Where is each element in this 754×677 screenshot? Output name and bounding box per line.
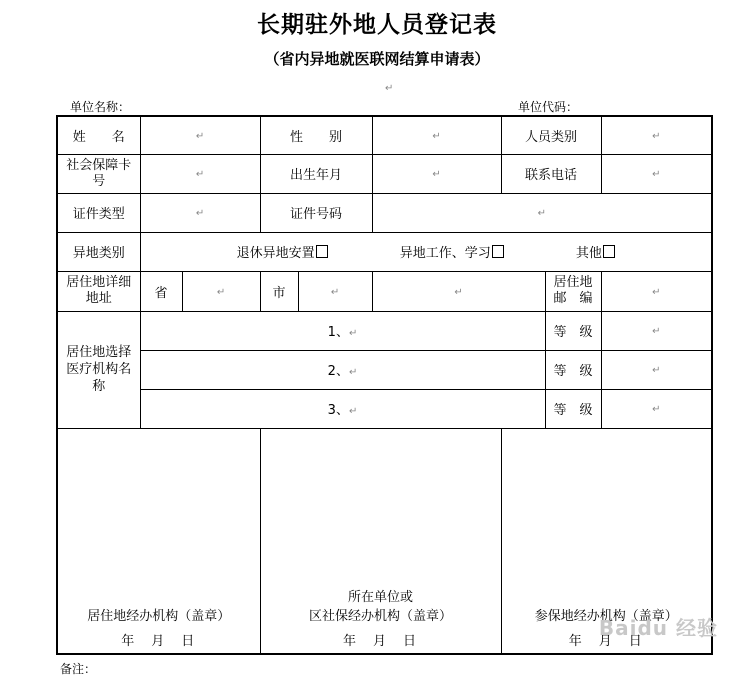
field-province[interactable]: ↵ xyxy=(182,271,260,311)
field-person-type[interactable]: ↵ xyxy=(601,116,712,154)
field-hospital-3[interactable]: 3、↵ xyxy=(140,389,545,428)
label-gender: 性 别 xyxy=(260,116,372,154)
field-birth[interactable]: ↵ xyxy=(372,154,501,193)
field-postcode[interactable]: ↵ xyxy=(601,271,712,311)
label-ss-card: 社会保障卡 号 xyxy=(57,154,140,193)
field-id-type[interactable]: ↵ xyxy=(140,193,260,232)
sign3-date: 年 月 日 xyxy=(568,634,644,649)
baidu-watermark: Baidu 经验 xyxy=(598,616,718,640)
registration-form-table xyxy=(56,115,713,655)
field-grade-2[interactable]: ↵ xyxy=(601,350,712,389)
checkbox-other[interactable] xyxy=(603,245,615,258)
checkbox-work[interactable] xyxy=(492,245,504,258)
label-hospitals: 居住地选择医疗机构名称 xyxy=(57,311,140,428)
field-city[interactable]: ↵ xyxy=(298,271,372,311)
sign1-date: 年 月 日 xyxy=(121,634,197,649)
label-name: 姓 名 xyxy=(57,116,140,154)
label-person-type: 人员类别 xyxy=(501,116,601,154)
label-remote-type: 异地类别 xyxy=(57,232,140,271)
sign1-label: 居住地经办机构（盖章） xyxy=(87,609,231,624)
form-subtitle: （省内异地就医联网结算申请表） xyxy=(264,50,490,68)
option-other[interactable]: 其他 xyxy=(576,246,615,261)
field-ss-card[interactable]: ↵ xyxy=(140,154,260,193)
label-grade-1: 等 级 xyxy=(545,311,601,350)
label-city: 市 xyxy=(260,271,298,311)
label-id-type: 证件类型 xyxy=(57,193,140,232)
label-grade-2: 等 级 xyxy=(545,350,601,389)
checkbox-retire[interactable] xyxy=(316,245,328,258)
form-title: 长期驻外地人员登记表 xyxy=(257,12,497,38)
label-id-number: 证件号码 xyxy=(260,193,372,232)
field-grade-3[interactable]: ↵ xyxy=(601,389,712,428)
label-phone: 联系电话 xyxy=(501,154,601,193)
sign2-label-b: 区社保经办机构（盖章） xyxy=(309,609,453,624)
field-hospital-2[interactable]: 2、↵ xyxy=(140,350,545,389)
option-retire[interactable]: 退休异地安置 xyxy=(237,246,328,261)
field-grade-1[interactable]: ↵ xyxy=(601,311,712,350)
remote-type-options xyxy=(140,232,712,271)
unit-code-label: 单位代码： xyxy=(518,100,579,114)
field-address-detail[interactable]: ↵ xyxy=(372,271,545,311)
unit-name-label: 单位名称： xyxy=(70,100,131,114)
label-province: 省 xyxy=(140,271,182,311)
sign2-date: 年 月 日 xyxy=(343,634,419,649)
footer-note: 备注： xyxy=(60,662,97,676)
field-hospital-1[interactable]: 1、↵ xyxy=(140,311,545,350)
label-birth: 出生年月 xyxy=(260,154,372,193)
option-work[interactable]: 异地工作、学习 xyxy=(400,246,504,261)
sign2-label-a: 所在单位或 xyxy=(348,590,414,605)
field-name[interactable]: ↵ xyxy=(140,116,260,154)
sign3-label: 参保地经办机构（盖章） xyxy=(534,609,678,624)
label-address: 居住地详细地址 xyxy=(57,271,140,311)
label-postcode: 居住地邮 编 xyxy=(545,271,601,311)
field-phone[interactable]: ↵ xyxy=(601,154,712,193)
field-id-number[interactable]: ↵ xyxy=(372,193,712,232)
sign-residence-agency[interactable] xyxy=(57,428,260,654)
field-gender[interactable]: ↵ xyxy=(372,116,501,154)
return-mark: ↵ xyxy=(385,83,394,94)
label-grade-3: 等 级 xyxy=(545,389,601,428)
sign-unit-agency[interactable] xyxy=(260,428,501,654)
